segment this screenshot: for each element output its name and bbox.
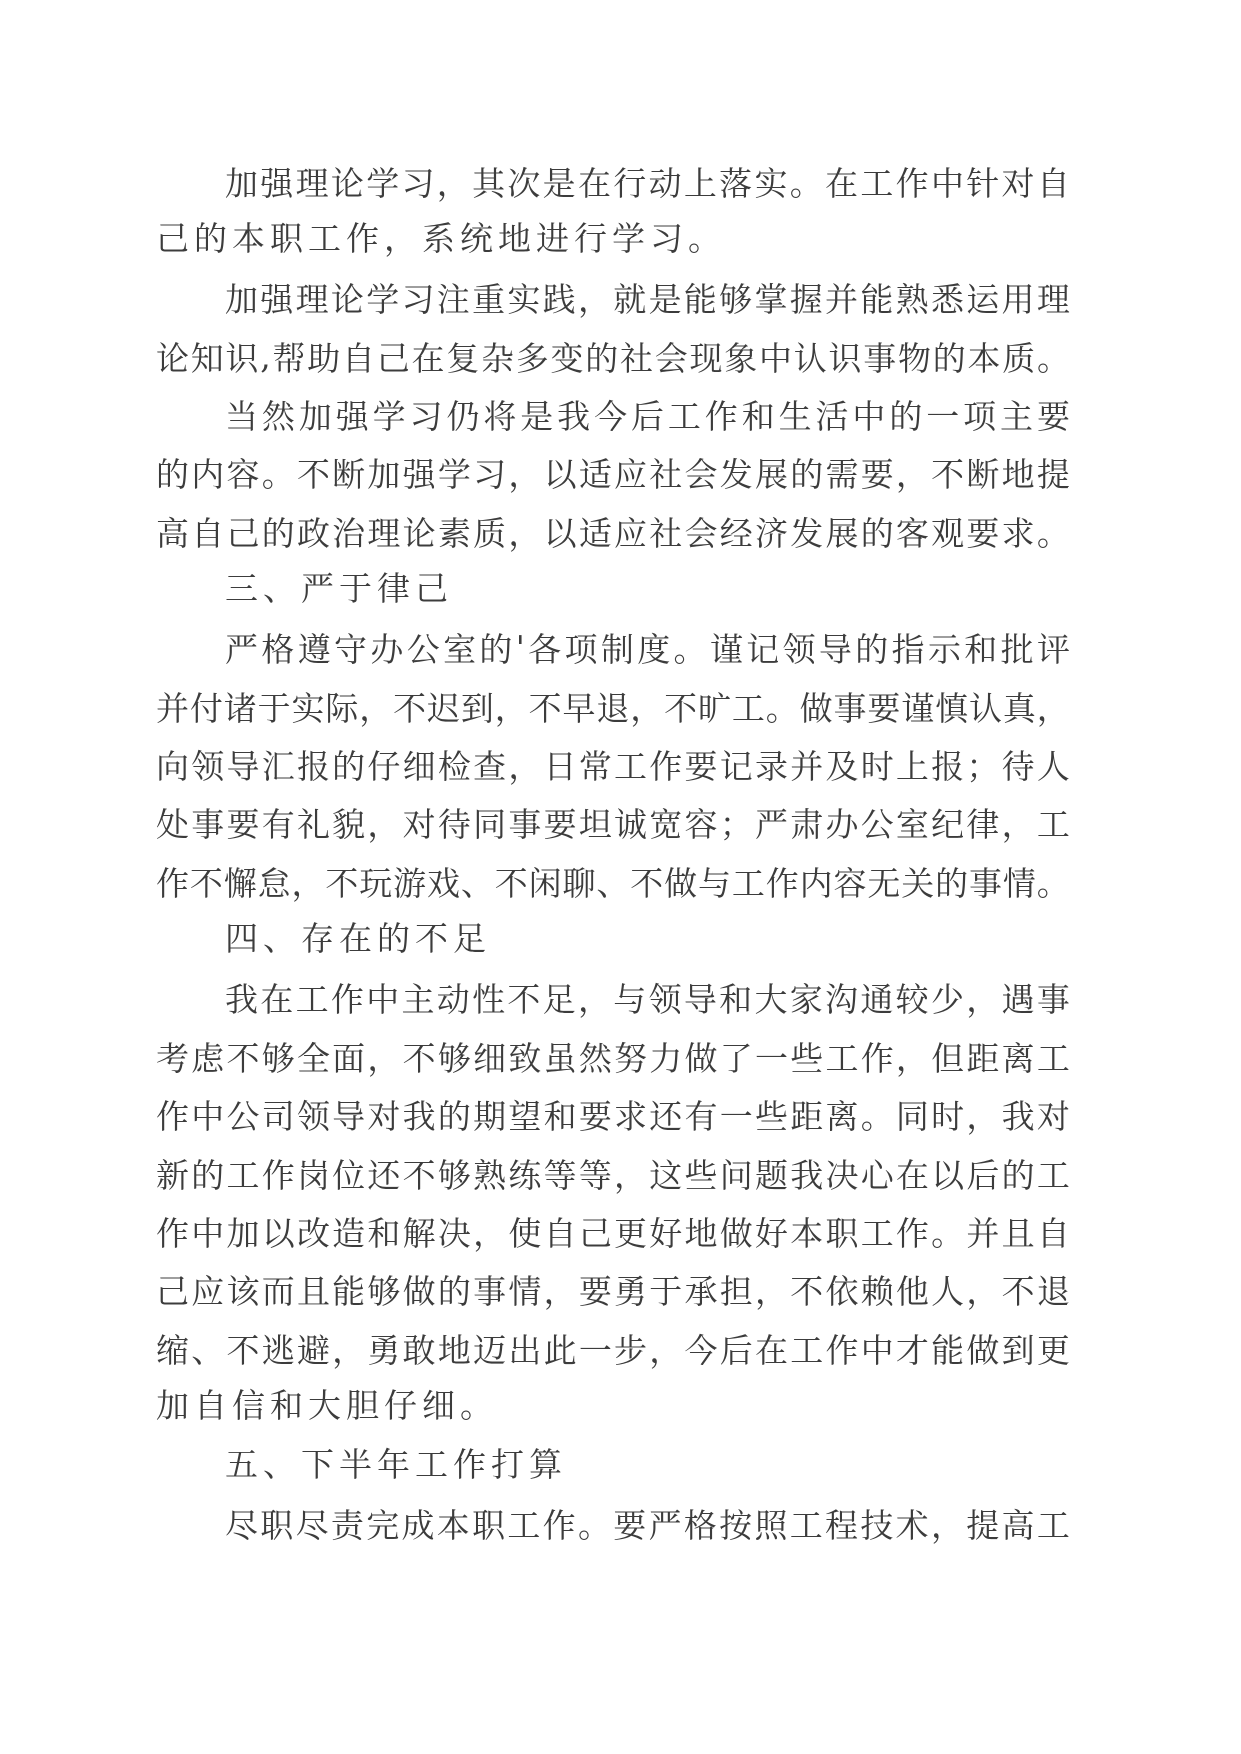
text-line: 己的本职工作，系统地进行学习。 [156,219,726,259]
text-line: 尽 职 尽 责 完 成 本 职 工 作 。 要 严 格 按 照 工 程 技 术 ， 提 高 工 [225,1505,1070,1545]
text-line: 处 事 要 有 礼 貌 ， 对 待 同 事 要 坦 诚 宽 容 ； 严 肃 办 公 室 纪 律 ， 工 [156,805,1070,845]
text-line: 己 应 该 而 且 能 够 做 的 事 情 ， 要 勇 于 承 担 ， 不 依 赖 他 人 ， 不 退 [156,1272,1070,1312]
section-heading [156,910,1070,968]
text-line: 作 不 懈 怠 ， 不 玩 游 戏 、 不 闲 聊 、 不 做 与 工 作 内 容 无 关 的 事 情 。 [156,863,1070,903]
text-line: 作 中 加 以 改 造 和 解 决 ， 使 自 己 更 好 地 做 好 本 职 工 作 。 并 且 自 [156,1213,1070,1253]
heading-line: 三、严于律己 [225,569,453,609]
text-line: 加 强 理 论 学 习 注 重 实 践 ， 就 是 能 够 掌 握 并 能 熟 悉 运 用 理 [225,280,1070,320]
section-heading [156,560,1070,618]
text-line: 缩 、 不 逃 避 ， 勇 敢 地 迈 出 此 一 步 ， 今 后 在 工 作 中 才 能 做 到 更 [156,1330,1070,1370]
text-line: 论 知 识 , 帮 助 自 己 在 复 杂 多 变 的 社 会 现 象 中 认 识 事 物 的 本 质 。 [156,336,1070,378]
paragraph [156,1494,1070,1552]
text-line: 并 付 诸 于 实 际 ， 不 迟 到 ， 不 早 退 ， 不 旷 工 。 做 事 要 谨 慎 认 真 ， [156,688,1070,728]
text-line: 作 中 公 司 领 导 对 我 的 期 望 和 要 求 还 有 一 些 距 离 。 同 时 ， 我 对 [156,1097,1070,1137]
heading-line: 四、存在的不足 [225,919,491,959]
paragraph [156,619,1070,911]
text-line: 当 然 加 强 学 习 仍 将 是 我 今 后 工 作 和 生 活 中 的 一 项 主 要 [225,397,1070,437]
heading-line: 五、下半年工作打算 [225,1444,567,1484]
paragraph [156,152,1070,269]
document-body [156,152,1070,1552]
text-line: 新 的 工 作 岗 位 还 不 够 熟 练 等 等 ， 这 些 问 题 我 决 心 在 以 后 的 工 [156,1155,1070,1195]
text-line: 向 领 导 汇 报 的 仔 细 检 查 ， 日 常 工 作 要 记 录 并 及 时 上 报 ； 待 人 [156,747,1070,787]
text-line: 的 内 容 。 不 断 加 强 学 习 ， 以 适 应 社 会 发 展 的 需 要 ， 不 断 地 提 [156,455,1070,495]
paragraph [156,385,1070,560]
section-heading [156,1436,1070,1494]
text-line: 高 自 己 的 政 治 理 论 素 质 ， 以 适 应 社 会 经 济 发 展 的 客 观 要 求 。 [156,513,1070,553]
text-line: 加自信和大胆仔细。 [156,1386,498,1426]
text-line: 考 虑 不 够 全 面 ， 不 够 细 致 虽 然 努 力 做 了 一 些 工 作 ， 但 距 离 工 [156,1038,1070,1078]
paragraph [156,269,1070,386]
paragraph [156,969,1070,1436]
text-line: 加 强 理 论 学 习 ， 其 次 是 在 行 动 上 落 实 。 在 工 作 中 针 对 自 [225,163,1070,203]
text-line: 我 在 工 作 中 主 动 性 不 足 ， 与 领 导 和 大 家 沟 通 较 少 ， 遇 事 [225,980,1070,1020]
text-line: 严 格 遵 守 办 公 室 的 ' 各 项 制 度 。 谨 记 领 导 的 指 示 和 批 评 [225,628,1070,670]
